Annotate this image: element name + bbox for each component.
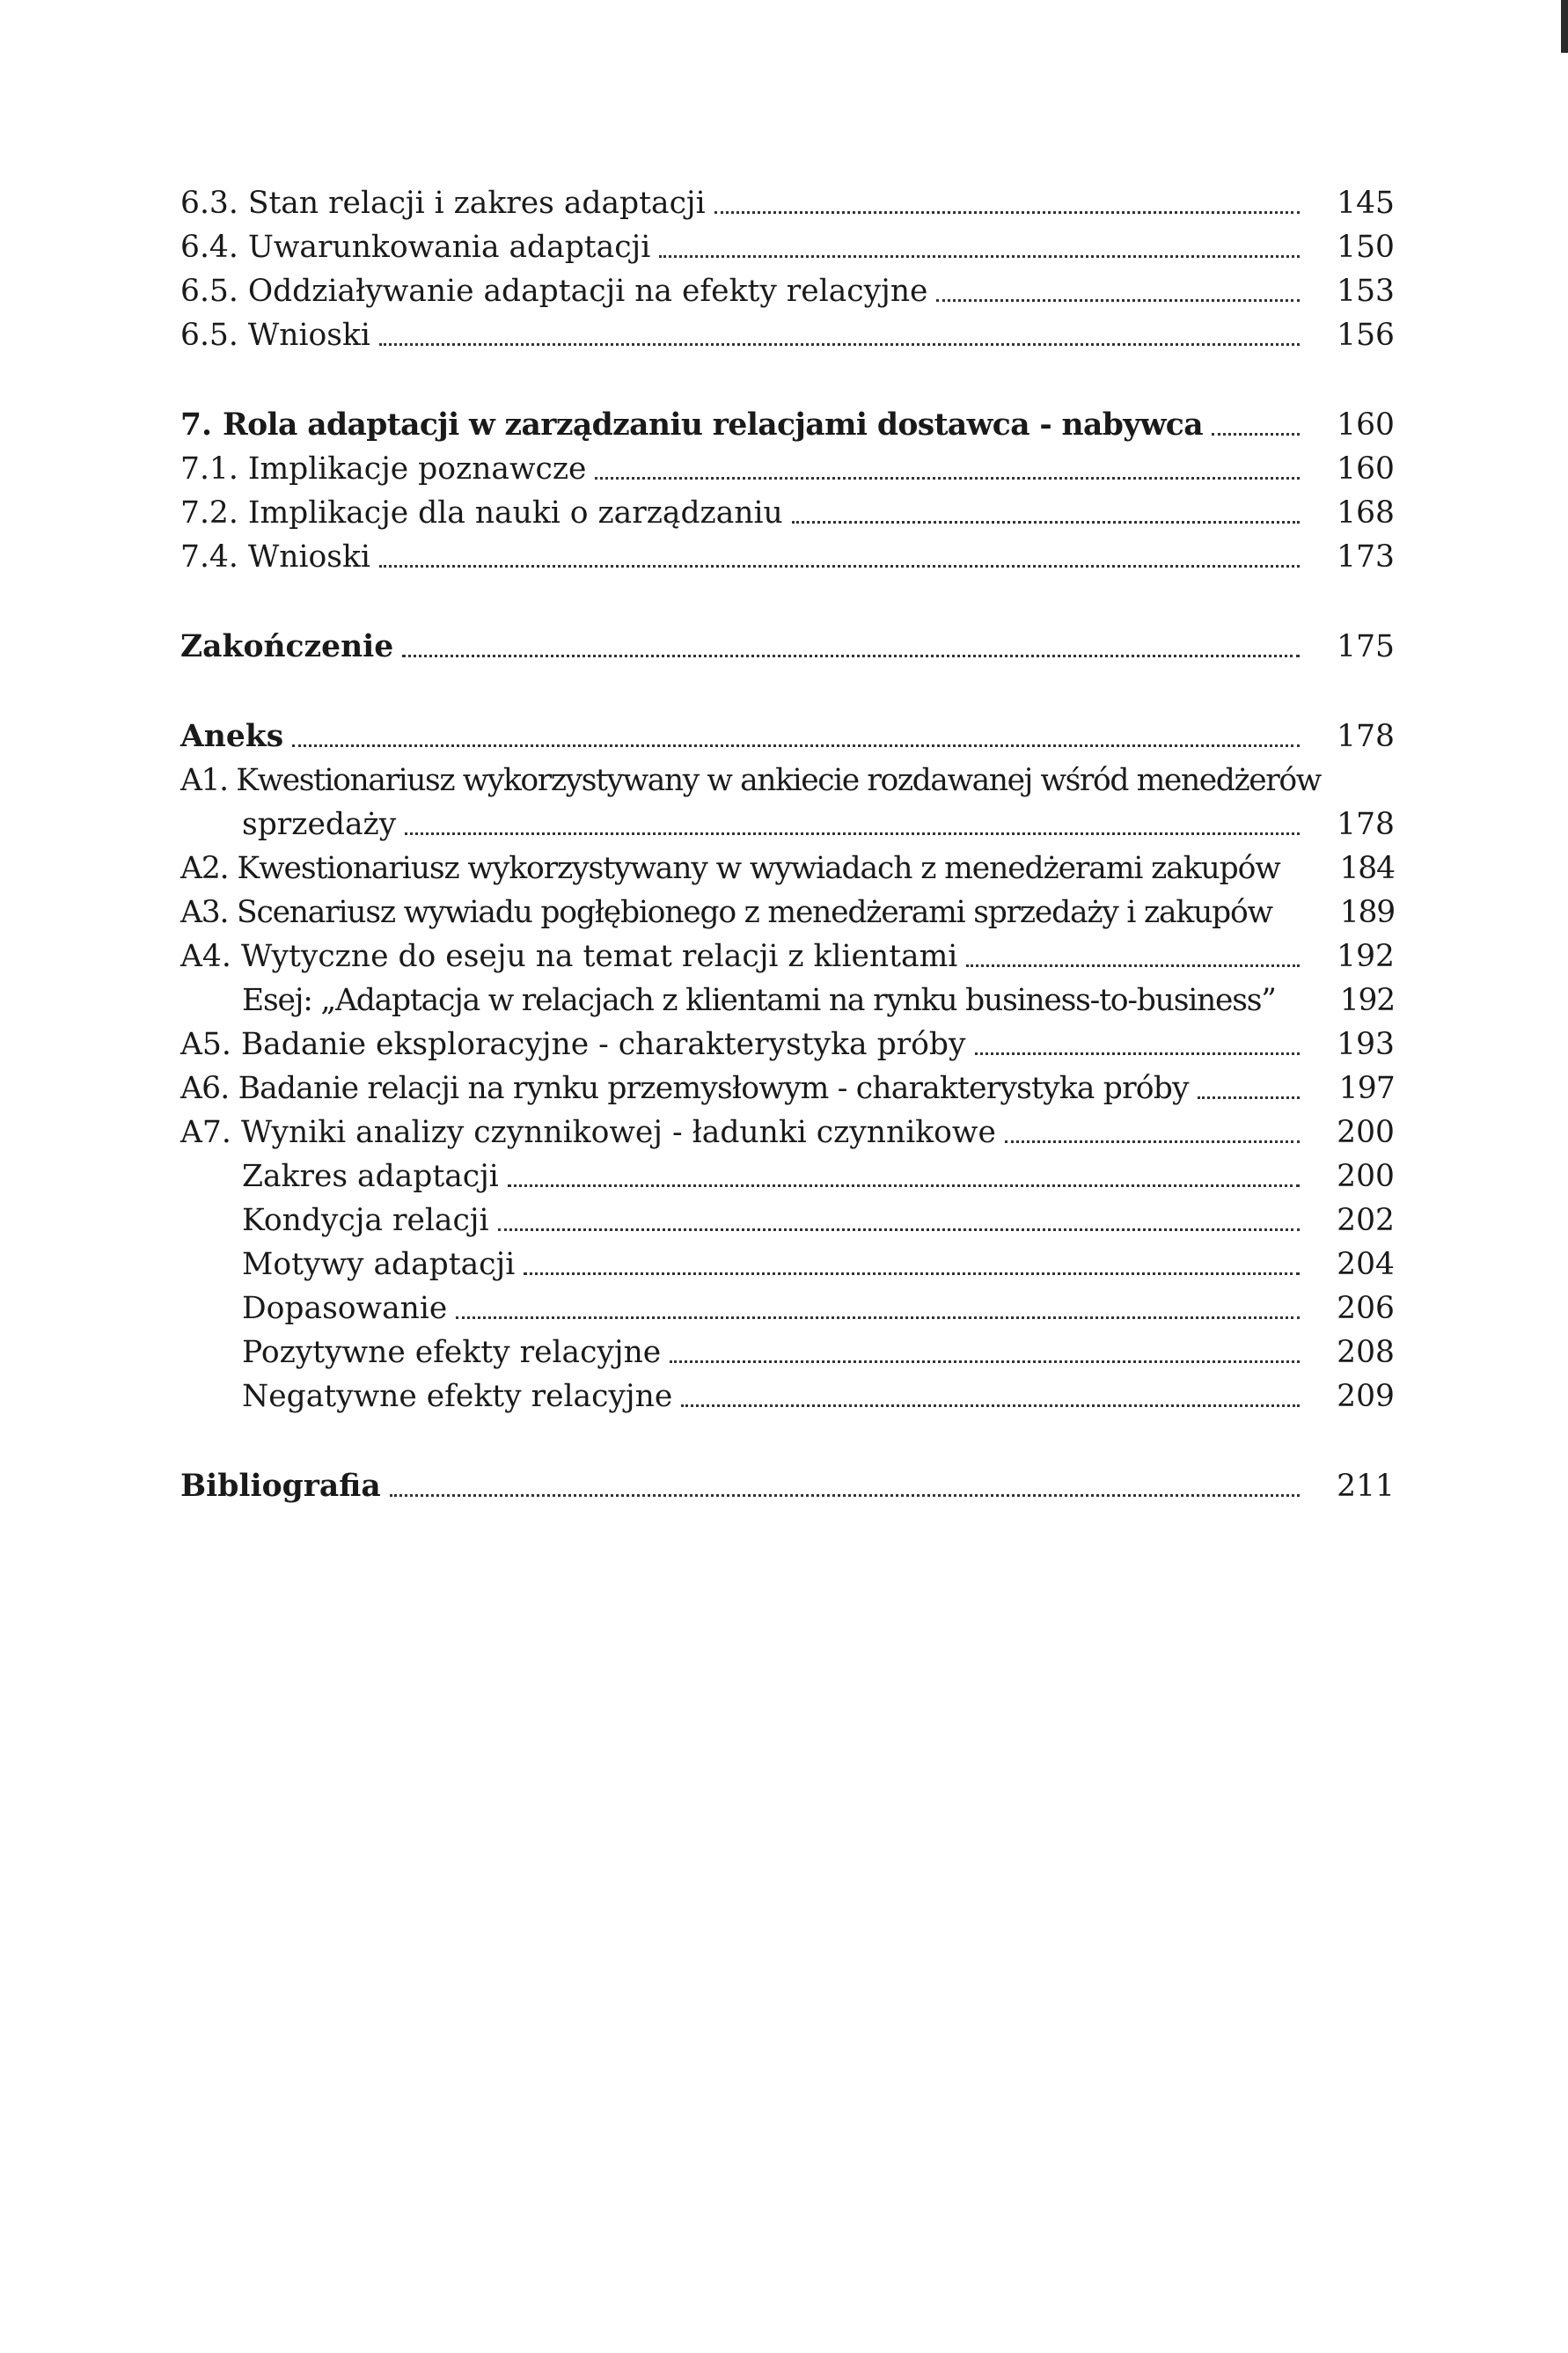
- entry-number: A3.: [180, 895, 229, 930]
- toc-entry-negatywne-efekty: [180, 1374, 1395, 1418]
- entry-title: Wnioski: [247, 318, 370, 353]
- entry-number: 6.5.: [180, 318, 238, 353]
- entry-page: 206: [1337, 1291, 1395, 1326]
- entry-number: A2.: [180, 851, 229, 886]
- dot-leader: [714, 211, 1300, 214]
- entry-page: 211: [1337, 1469, 1395, 1504]
- toc-entry-kondycja-relacji: [180, 1198, 1395, 1242]
- entry-page: 192: [1337, 939, 1395, 974]
- entry-title: Pozytywne efekty relacyjne: [242, 1335, 662, 1370]
- entry-title: Implikacje dla nauki o zarządzaniu: [247, 495, 783, 531]
- toc-entry-6-5: [180, 269, 1395, 313]
- dot-leader: [390, 1494, 1300, 1497]
- entry-number: 7.4.: [180, 539, 238, 575]
- toc-entry-7-4: [180, 535, 1395, 579]
- toc-entry-pozytywne-efekty: [180, 1330, 1395, 1374]
- entry-page: 150: [1337, 230, 1395, 265]
- entry-page: 208: [1337, 1335, 1395, 1370]
- entry-title: Stan relacji i zakres adaptacji: [247, 186, 706, 221]
- entry-number: A6.: [180, 1071, 230, 1106]
- entry-number: A4.: [180, 939, 231, 974]
- entry-page: 184: [1339, 851, 1395, 886]
- entry-title: Kwestionariusz wykorzystywany w ankiecie rozdawanej wśród menedżerów: [236, 763, 1321, 798]
- dot-leader: [792, 521, 1300, 524]
- chapter-title: Bibliografia: [180, 1469, 381, 1504]
- entry-number: 6.5.: [180, 274, 238, 309]
- toc-entry-dopasowanie: [180, 1286, 1395, 1330]
- dot-leader: [456, 1316, 1300, 1319]
- entry-number: A5.: [180, 1027, 231, 1062]
- entry-page: 193: [1337, 1027, 1395, 1062]
- entry-number: 6.3.: [180, 186, 238, 221]
- entry-number: 7.1.: [180, 451, 238, 487]
- entry-page: 160: [1337, 451, 1395, 487]
- toc-entry-a4: [180, 935, 1395, 979]
- dot-leader: [1212, 433, 1300, 436]
- toc-entry-zakres-adaptacji: [180, 1155, 1395, 1198]
- dot-leader: [966, 964, 1300, 967]
- entry-page: 178: [1337, 807, 1395, 842]
- dot-leader: [1198, 1096, 1300, 1099]
- toc-entry-6-3: [180, 181, 1395, 225]
- dot-leader: [508, 1184, 1300, 1187]
- dot-leader: [402, 655, 1300, 657]
- toc-entry-7-2: [180, 491, 1395, 535]
- entry-page: 173: [1337, 539, 1395, 575]
- dot-leader: [498, 1228, 1300, 1231]
- toc-entry-a1: [180, 759, 1395, 803]
- entry-page: 204: [1337, 1247, 1395, 1282]
- entry-title: Negatywne efekty relacyjne: [242, 1379, 673, 1414]
- entry-title: Oddziaływanie adaptacji na efekty relacyjne: [247, 274, 928, 309]
- entry-title: Wytyczne do eseju na temat relacji z klientami: [240, 939, 958, 974]
- entry-page: 168: [1337, 495, 1395, 531]
- dot-leader: [670, 1360, 1300, 1363]
- toc-entry-motywy-adaptacji: [180, 1242, 1395, 1286]
- entry-page: 189: [1339, 895, 1395, 930]
- entry-number: A1.: [180, 763, 228, 798]
- entry-title: Kondycja relacji: [242, 1203, 489, 1238]
- toc-entry-6-5-wnioski: [180, 313, 1395, 357]
- toc-entry-a6: [180, 1067, 1395, 1111]
- entry-title: Zakres adaptacji: [242, 1159, 499, 1194]
- entry-page: 197: [1338, 1071, 1395, 1106]
- dot-leader: [936, 299, 1300, 302]
- toc-chapter-7: [180, 403, 1395, 447]
- entry-number: A7.: [180, 1115, 231, 1150]
- chapter-title: Zakończenie: [180, 629, 394, 664]
- entry-title: Dopasowanie: [242, 1291, 448, 1326]
- entry-title: Uwarunkowania adaptacji: [247, 230, 651, 265]
- toc-entry-7-1: [180, 447, 1395, 491]
- dot-leader: [1005, 1140, 1300, 1143]
- dot-leader: [379, 343, 1300, 346]
- dot-leader: [595, 477, 1300, 480]
- entry-page: 200: [1337, 1159, 1395, 1194]
- entry-title: Kwestionariusz wykorzystywany w wywiadach z menedżerami zakupów: [237, 851, 1280, 886]
- page-edge-mark: [1561, 0, 1568, 53]
- toc-zakonczenie: [180, 625, 1395, 669]
- entry-title: Wyniki analizy czynnikowej - ładunki czynnikowe: [240, 1115, 996, 1150]
- entry-title: Implikacje poznawcze: [247, 451, 587, 487]
- entry-page: 156: [1337, 318, 1395, 353]
- entry-page: 202: [1337, 1203, 1395, 1238]
- dot-leader: [379, 565, 1300, 568]
- dot-leader: [975, 1052, 1301, 1055]
- entry-page: 160: [1337, 407, 1395, 443]
- chapter-title: Rola adaptacji w zarządzaniu relacjami dostawca - nabywca: [223, 407, 1203, 443]
- toc-entry-a3: [180, 891, 1395, 935]
- dot-leader: [681, 1404, 1300, 1407]
- entry-title: Badanie eksploracyjne - charakterystyka próby: [240, 1027, 966, 1062]
- chapter-number: 7.: [180, 407, 213, 443]
- toc-entry-6-4: [180, 225, 1395, 269]
- entry-page: 209: [1337, 1379, 1395, 1414]
- toc-bibliografia: [180, 1464, 1395, 1508]
- toc-entry-esej: [180, 979, 1395, 1023]
- entry-title: Scenariusz wywiadu pogłębionego z menedżerami sprzedaży i zakupów: [237, 895, 1272, 930]
- entry-page: 200: [1337, 1115, 1395, 1150]
- dot-leader: [405, 832, 1300, 835]
- entry-page: 153: [1337, 274, 1395, 309]
- entry-page: 178: [1337, 719, 1395, 754]
- toc-entry-a1-cont: [180, 803, 1395, 847]
- dot-leader: [292, 744, 1300, 747]
- toc-entry-a5: [180, 1023, 1395, 1067]
- dot-leader: [659, 255, 1300, 258]
- entry-title: Wnioski: [247, 539, 370, 575]
- entry-title: Esej: „Adaptacja w relacjach z klientami na rynku business-to-business”: [242, 983, 1276, 1018]
- chapter-title: Aneks: [180, 719, 284, 754]
- entry-page: 145: [1337, 186, 1395, 221]
- toc-entry-a7: [180, 1111, 1395, 1155]
- entry-number: 7.2.: [180, 495, 238, 531]
- entry-page: 192: [1339, 983, 1395, 1018]
- entry-title: Badanie relacji na rynku przemysłowym - charakterystyka próby: [238, 1071, 1189, 1106]
- toc-entry-a2: [180, 847, 1395, 891]
- entry-title-continuation: sprzedaży: [242, 807, 397, 842]
- entry-page: 175: [1337, 629, 1395, 664]
- toc-aneks: [180, 715, 1395, 759]
- entry-title: Motywy adaptacji: [242, 1247, 516, 1282]
- entry-number: 6.4.: [180, 230, 238, 265]
- dot-leader: [524, 1272, 1300, 1275]
- table-of-contents: [180, 181, 1395, 1508]
